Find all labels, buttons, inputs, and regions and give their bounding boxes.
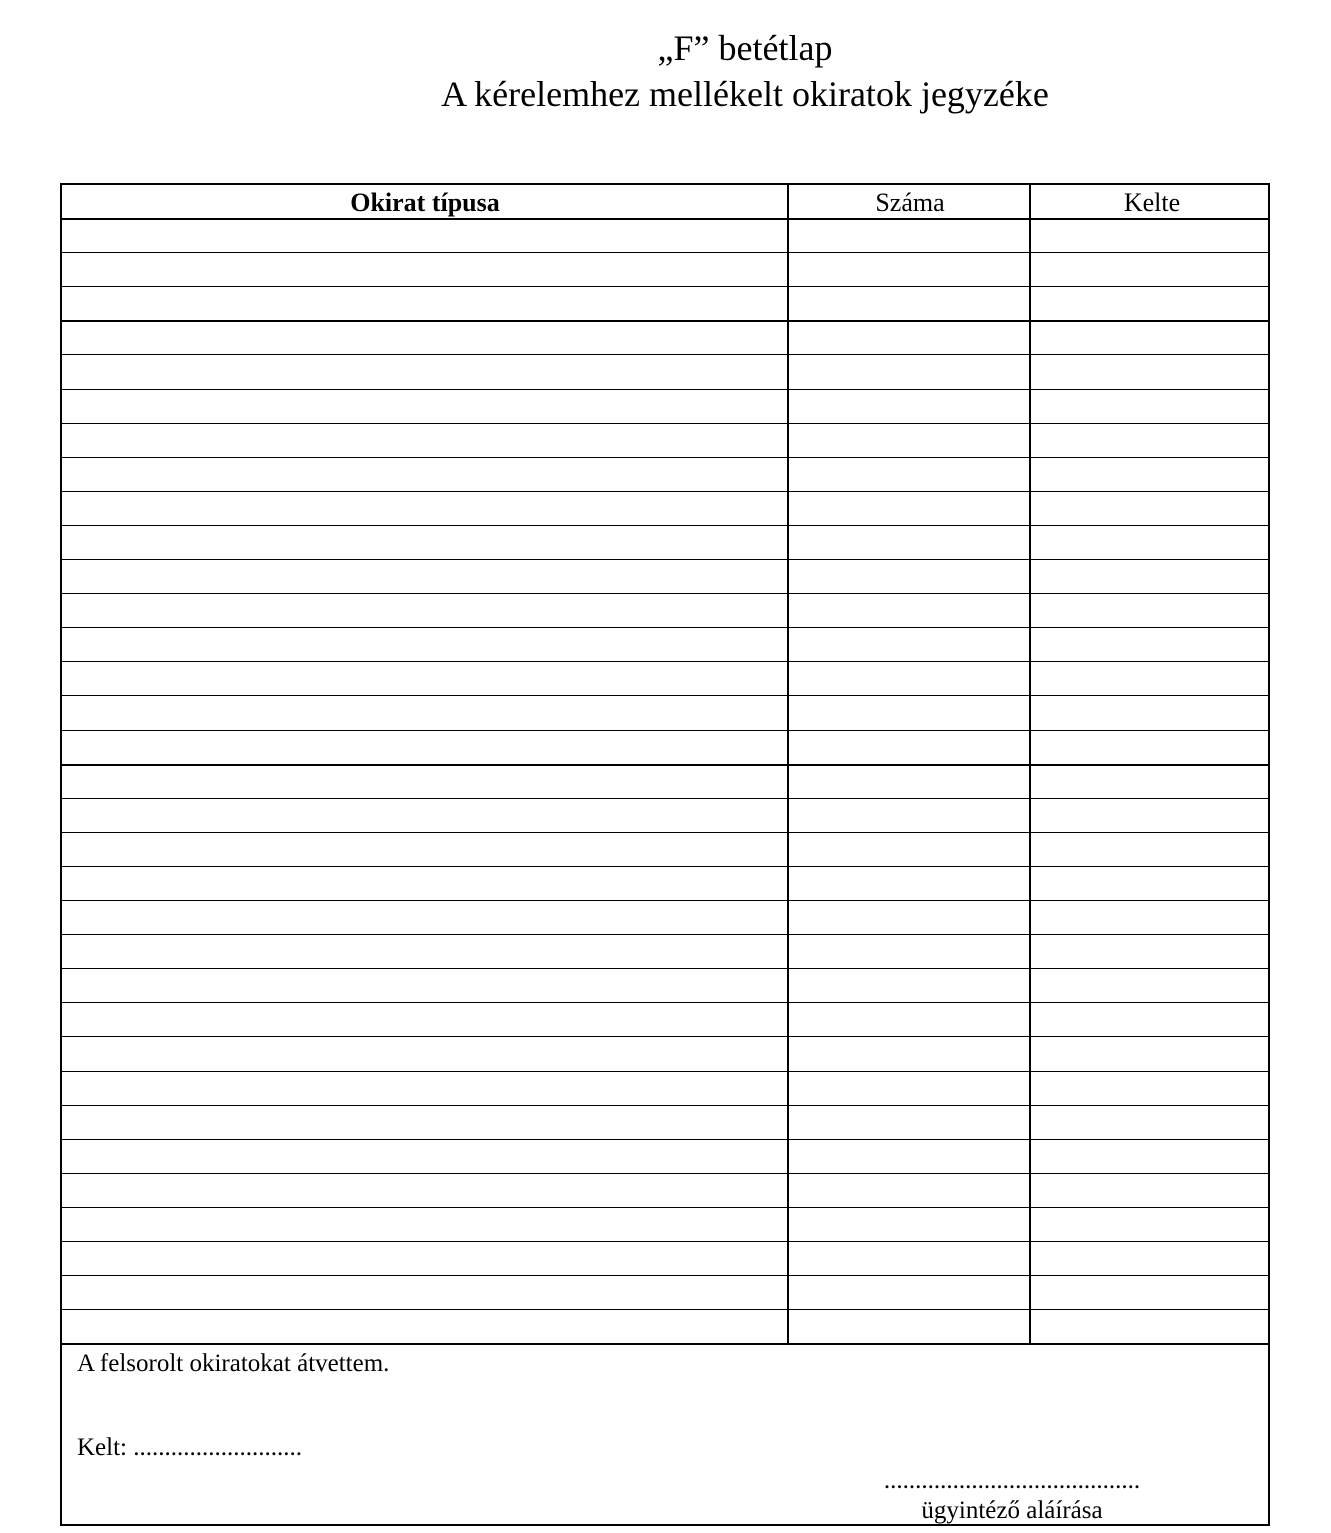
table-row-line <box>62 593 1268 594</box>
table-row-line <box>62 1207 1268 1208</box>
signature-label: ügyintéző aláírása <box>921 1497 1103 1524</box>
table-row-line <box>62 1173 1268 1174</box>
table-row-line <box>62 1309 1268 1310</box>
table-row-line <box>62 764 1268 766</box>
table-row-line <box>62 457 1268 458</box>
header-kelte: Kelte <box>1123 188 1181 217</box>
table-row-line <box>62 286 1268 287</box>
received-statement: A felsorolt okiratokat átvettem. <box>77 1350 390 1377</box>
table-row-line <box>62 252 1268 253</box>
table-row-line <box>62 1241 1268 1242</box>
table-row-line <box>62 320 1268 322</box>
table-row-line <box>62 695 1268 696</box>
table-row-line <box>62 491 1268 492</box>
table-row-line <box>62 525 1268 526</box>
form-title: „F” betétlap <box>657 28 833 68</box>
table-row-line <box>62 1343 1268 1345</box>
table-row-line <box>62 661 1268 662</box>
documents-table <box>60 183 1270 1526</box>
table-row-line <box>62 866 1268 867</box>
header-szama: Száma <box>875 188 945 217</box>
table-row-line <box>62 968 1268 969</box>
form-subtitle: A kérelemhez mellékelt okiratok jegyzéke <box>441 74 1049 114</box>
table-row-line <box>62 354 1268 355</box>
table-row-line <box>62 423 1268 424</box>
table-row-line <box>62 559 1268 560</box>
table-row-line <box>62 1275 1268 1276</box>
table-row-line <box>62 1105 1268 1106</box>
table-row-line <box>62 730 1268 731</box>
table-row-line <box>62 900 1268 901</box>
header-bottom-line <box>62 218 1268 220</box>
table-row-line <box>62 627 1268 628</box>
table-row-line <box>62 389 1268 390</box>
table-row-line <box>62 1071 1268 1072</box>
table-row-line <box>62 1036 1268 1037</box>
table-row-line <box>62 1139 1268 1140</box>
header-okirat-tipusa: Okirat típusa <box>350 188 500 217</box>
kelt-date-field: Kelt: ........................... <box>77 1434 302 1461</box>
table-row-line <box>62 1002 1268 1003</box>
signature-line: ......................................... <box>883 1467 1141 1494</box>
table-row-line <box>62 832 1268 833</box>
table-row-line <box>62 798 1268 799</box>
table-row-line <box>62 934 1268 935</box>
